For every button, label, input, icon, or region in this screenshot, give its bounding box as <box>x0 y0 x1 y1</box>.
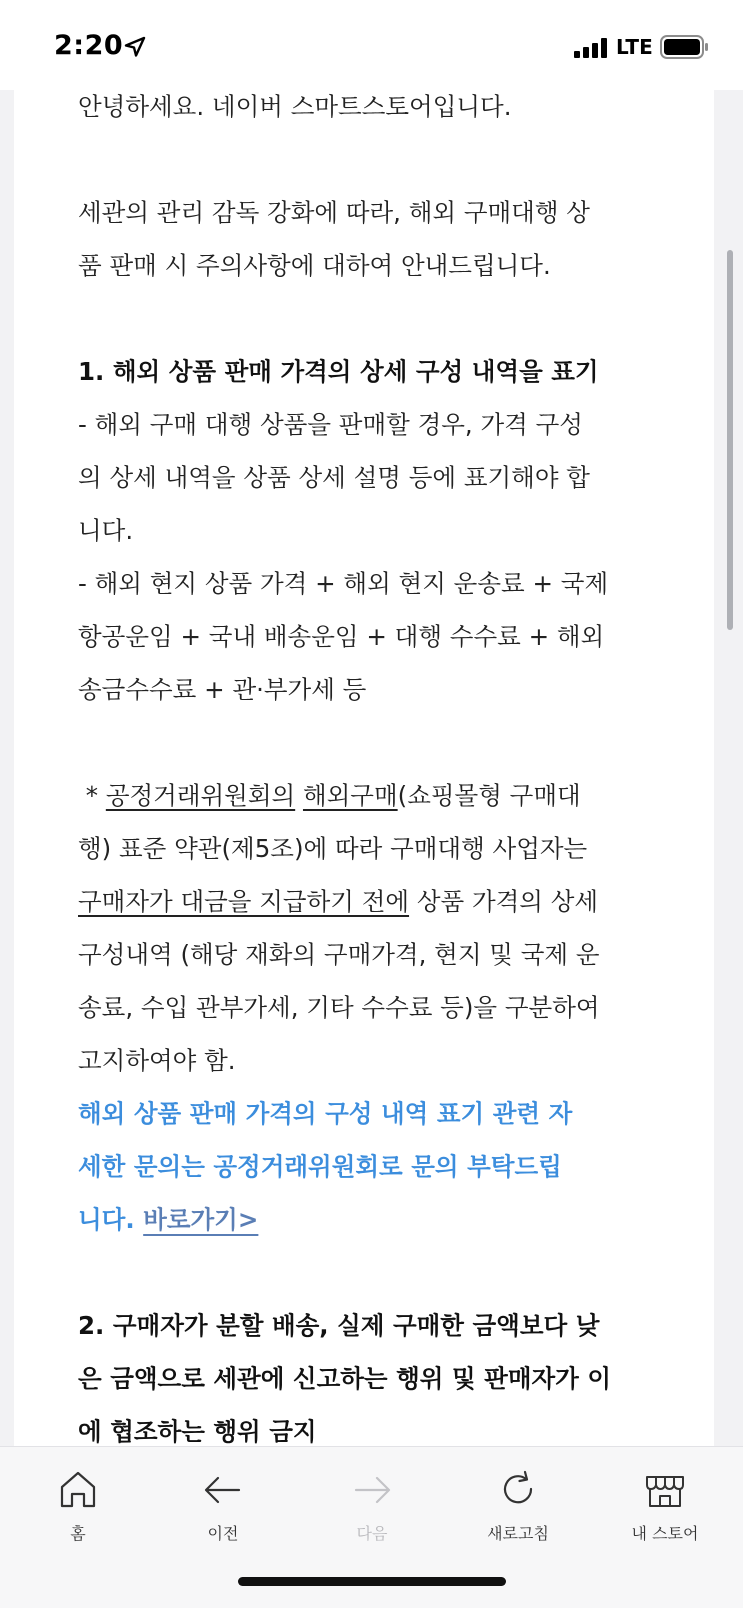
store-icon <box>642 1467 688 1513</box>
cellular-signal-icon <box>574 38 610 58</box>
forward-label: 다음 <box>356 1524 388 1543</box>
intro-line: 세관의 관리 감독 강화에 따라, 해외 구매대행 상 <box>78 198 590 227</box>
section1-heading: 1. 해외 상품 판매 가격의 상세 구성 내역을 표기 <box>78 357 599 386</box>
network-type: LTE <box>616 35 653 59</box>
forward-arrow-icon <box>349 1467 395 1513</box>
forward-button[interactable] <box>312 1467 432 1557</box>
section1-line: 송금수수료 + 관·부가세 등 <box>78 675 367 704</box>
note-line: 행) 표준 약관(제5조)에 따라 구매대행 사업자는 <box>78 834 588 863</box>
home-button[interactable] <box>18 1467 138 1557</box>
back-label: 이전 <box>207 1524 239 1543</box>
note-line: 고지하여야 함. <box>78 1046 236 1075</box>
my-store-label: 내 스토어 <box>631 1524 699 1543</box>
note-line: 구성내역 (해당 재화의 구매가격, 현지 및 국제 운 <box>78 940 600 969</box>
status-time: 2:20 <box>54 30 124 61</box>
intro-line: 품 판매 시 주의사항에 대하여 안내드립니다. <box>78 251 551 280</box>
blue-notice-line: 해외 상품 판매 가격의 구성 내역 표기 관련 자 <box>78 1099 573 1128</box>
status-bar <box>0 0 743 90</box>
back-button[interactable] <box>163 1467 283 1557</box>
my-store-button[interactable] <box>605 1467 725 1557</box>
section1-line: - 해외 현지 상품 가격 + 해외 현지 운송료 + 국제 <box>78 569 609 598</box>
note-line: * 공정거래위원회의 해외구매(쇼핑몰형 구매대 <box>78 781 581 810</box>
section1-line: 니다. <box>78 516 134 545</box>
overseas-purchase-underline: 해외구매 <box>302 781 398 810</box>
home-indicator[interactable] <box>238 1577 506 1586</box>
blue-notice-line: 세한 문의는 공정거래위원회로 문의 부탁드립 <box>78 1152 562 1181</box>
refresh-label: 새로고침 <box>487 1524 549 1543</box>
home-icon <box>55 1467 101 1513</box>
section1-line: - 해외 구매 대행 상품을 판매할 경우, 가격 구성 <box>78 410 583 439</box>
note-line: 구매자가 대금을 지급하기 전에 상품 가격의 상세 <box>78 887 599 916</box>
back-arrow-icon <box>200 1467 246 1513</box>
refresh-button[interactable] <box>458 1467 578 1557</box>
article-body <box>78 90 688 1446</box>
greeting: 안녕하세요. 네이버 스마트스토어입니다. <box>78 92 512 121</box>
location-arrow-icon <box>124 36 146 58</box>
blue-notice-line: 니다. 바로가기> <box>78 1205 259 1234</box>
refresh-icon <box>495 1467 541 1513</box>
scrollbar[interactable] <box>727 250 733 630</box>
section2-heading: 에 협조하는 행위 금지 <box>78 1417 317 1446</box>
shortcut-link[interactable]: 바로가기> <box>143 1205 259 1234</box>
section2-heading: 2. 구매자가 분할 배송, 실제 구매한 금액보다 낮 <box>78 1311 600 1340</box>
content-area[interactable] <box>0 90 743 1446</box>
article <box>14 90 714 1446</box>
section2-heading: 은 금액으로 세관에 신고하는 행위 및 판매자가 이 <box>78 1364 612 1393</box>
battery-icon <box>660 35 710 59</box>
ftc-underline: 공정거래위원회의 <box>105 781 296 810</box>
note-line: 송료, 수입 관부가세, 기타 수수료 등)을 구분하여 <box>78 993 600 1022</box>
before-payment-underline: 구매자가 대금을 지급하기 전에 <box>78 887 410 916</box>
section1-line: 의 상세 내역을 상품 상세 설명 등에 표기해야 합 <box>78 463 590 492</box>
section1-line: 항공운임 + 국내 배송운임 + 대행 수수료 + 해외 <box>78 622 605 651</box>
home-label: 홈 <box>70 1524 86 1543</box>
